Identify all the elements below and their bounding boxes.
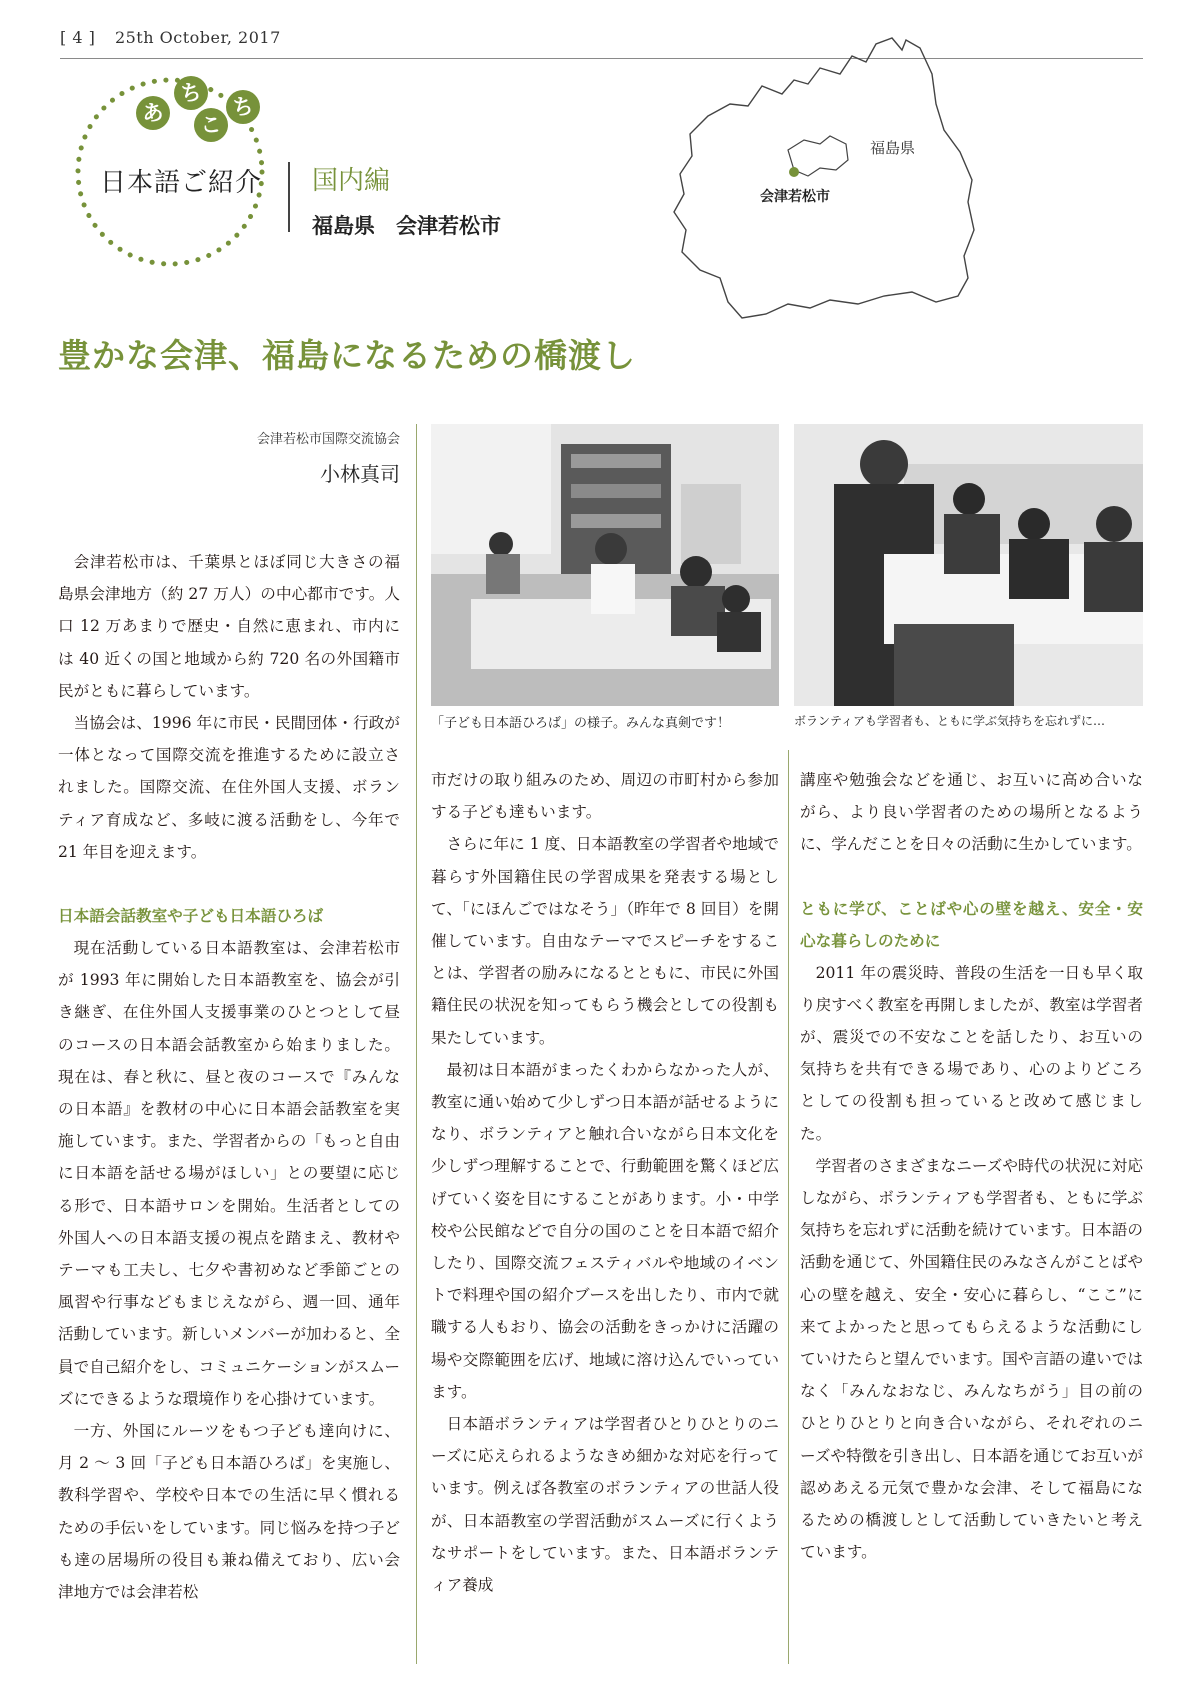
section-heading: 日本語会話教室や子ども日本語ひろば xyxy=(58,907,324,926)
paragraph: 2011 年の震災時、普段の生活を一日も早く取り戻すべく教室を再開しましたが、教室は学習者が、震災での不安なことを話したり、お互いの気持ちを共有できる場であり、心のよりどころとしての役割も担っていると改めて感じました。 xyxy=(800,963,1143,1143)
locality-label: 福島県 会津若松市 xyxy=(312,214,501,238)
paragraph: 最初は日本語がまったくわからなかった人が、教室に通い始めて少しずつ日本語が話せるようになり、ボランティアと触れ合いながら日本文化を少しずつ理解することで、行動範囲を驚くほど広げていく姿を目にすることがあります。小・中学校や公民館などで自分の国のことを日本語で紹介したり、国際交流フェスティバルや地域のイベントで料理や国の紹介ブースを出したり、市内で就職する人もおり、協会の活動をきっかけに活躍の場や交際範囲を広げ、地域に溶け込んでいっています。 xyxy=(431,1060,779,1401)
photo-caption-2: ボランティアも学習者も、ともに学ぶ気持ちを忘れずに… xyxy=(794,714,1106,728)
badge-char-ko: こ xyxy=(194,108,228,142)
paragraph: 学習者のさまざまなニーズや時代の状況に対応しながら、ボランティアも学習者も、ともに学ぶ気持ちを忘れずに活動を続けています。日本語の活動を通じて、外国籍住民のみなさんがことばや心の壁を越え、安全・安心に暮らし、“ここ”に来てよかったと思ってもらえるような活動にしていけたらと望んでいます。国や言語の違いではなく「みんなおなじ、みんなちがう」目の前のひとりひとりと向き合いながら、それぞれのニーズや特徴を引き出し、日本語を通じてお互いが認めあえる元気で豊かな会津、そして福島になるための橋渡しとして活動していきたいと考えています。 xyxy=(800,1156,1143,1562)
title-divider xyxy=(288,162,290,232)
paragraph: 日本語ボランティアは学習者ひとりひとりのニーズに応えられるようなきめ細かな対応を行っています。例えば各教室のボランティアの世話人役が、日本語教室の学習活動がスムーズに行くようなサポートをしています。また、日本語ボランティア養成 xyxy=(431,1415,779,1595)
volunteers-photo xyxy=(794,424,1143,706)
badge-char-a: あ xyxy=(136,96,170,130)
classroom-photo xyxy=(431,424,779,706)
paragraph: 講座や勉強会などを通じ、お互いに高め合いながら、より良い学習者のための場所となるように、学んだことを日々の活動に生かしています。 xyxy=(800,771,1143,854)
prefecture-outline xyxy=(674,38,974,318)
prefecture-label: 福島県 xyxy=(870,139,916,157)
page-number: [ 4 ] xyxy=(60,28,96,47)
issue-date: 25th October, 2017 xyxy=(114,28,281,47)
section-heading: ともに学び、ことばや心の壁を越え、安全・安心な暮らしのために xyxy=(800,899,1143,950)
paragraph: さらに年に 1 度、日本語教室の学習者や地域で暮らす外国籍住民の学習成果を発表する場として、「にほんごではなそう」（昨年で 8 回目）を開催しています。自由なテーマでスピーチをすることは、学習者の励みになるとともに、市民に外国籍住民の状況を知ってもらう機会としての役割も果たしています。 xyxy=(431,835,779,1047)
city-marker xyxy=(789,167,799,177)
photo-caption-1: 「子ども日本語ひろば」の様子。みんな真剣です！ xyxy=(431,716,731,731)
paragraph: 市だけの取り組みのため、周辺の市町村から参加する子ども達もいます。 xyxy=(431,771,779,822)
author-organization: 会津若松市国際交流協会 xyxy=(256,432,400,447)
fukushima-map xyxy=(670,34,990,324)
paragraph: 会津若松市は、千葉県とほぼ同じ大きさの福島県会津地方（約 27 万人）の中心都市です。人口 12 万あまりで歴史・自然に恵まれ、市内には 40 近くの国と地域から約 720 名の外国籍市民がともに暮らしています。 xyxy=(58,553,400,700)
city-label: 会津若松市 xyxy=(760,189,830,205)
column-rule-2 xyxy=(788,750,789,1664)
article-headline: 豊かな会津、福島になるための橋渡し xyxy=(58,336,636,375)
paragraph: 現在活動している日本語教室は、会津若松市が 1993 年に開始した日本語教室を、協会が引き継ぎ、在住外国人支援事業のひとつとして昼のコースの日本語会話教室から始まりました。現在は、春と秋に、昼と夜のコースで『みんなの日本語』を教材の中心に日本語会話教室を実施しています。また、学習者からの「もっと自由に日本語を話せる場がほしい」との要望に応じる形で、日本語サロンを開始。生活者としての外国人への日本語支援の視点を踏まえ、教材やテーマも工夫し、七夕や書初めなど季節ごとの風習や行事などもまじえながら、週一回、通年活動しています。新しいメンバーが加わると、全員で自己紹介をし、コミュニケーションがスムーズにできるような環境作りを心掛けています。 xyxy=(58,939,400,1408)
badge-char-chi-2: ち xyxy=(226,90,260,124)
author-name: 小林真司 xyxy=(320,462,400,486)
column-3 xyxy=(800,764,1143,1568)
column-2 xyxy=(431,764,779,1601)
page-info xyxy=(60,28,281,47)
paragraph: 一方、外国にルーツをもつ子ども達向けに、月 2 ～ 3 回「子ども日本語ひろば」を実施し、教科学習や、学校や日本での生活に早く慣れるための手伝いをしています。同じ悩みを持つ子ども達の居場所の役目も兼ね備えており、広い会津地方では会津若松 xyxy=(58,1422,400,1602)
paragraph: 当協会は、1996 年に市民・民間団体・行政が一体となって国際交流を推進するために設立されました。国際交流、在住外国人支援、ボランティア育成など、多岐に渡る活動をし、今年で 21 年目を迎えます。 xyxy=(58,714,400,861)
series-title: 日本語ご紹介 xyxy=(100,168,263,198)
badge-char-chi-1: ち xyxy=(174,76,208,110)
edition-label: 国内編 xyxy=(312,166,391,196)
column-1 xyxy=(58,546,400,1608)
column-rule-1 xyxy=(416,424,417,1664)
